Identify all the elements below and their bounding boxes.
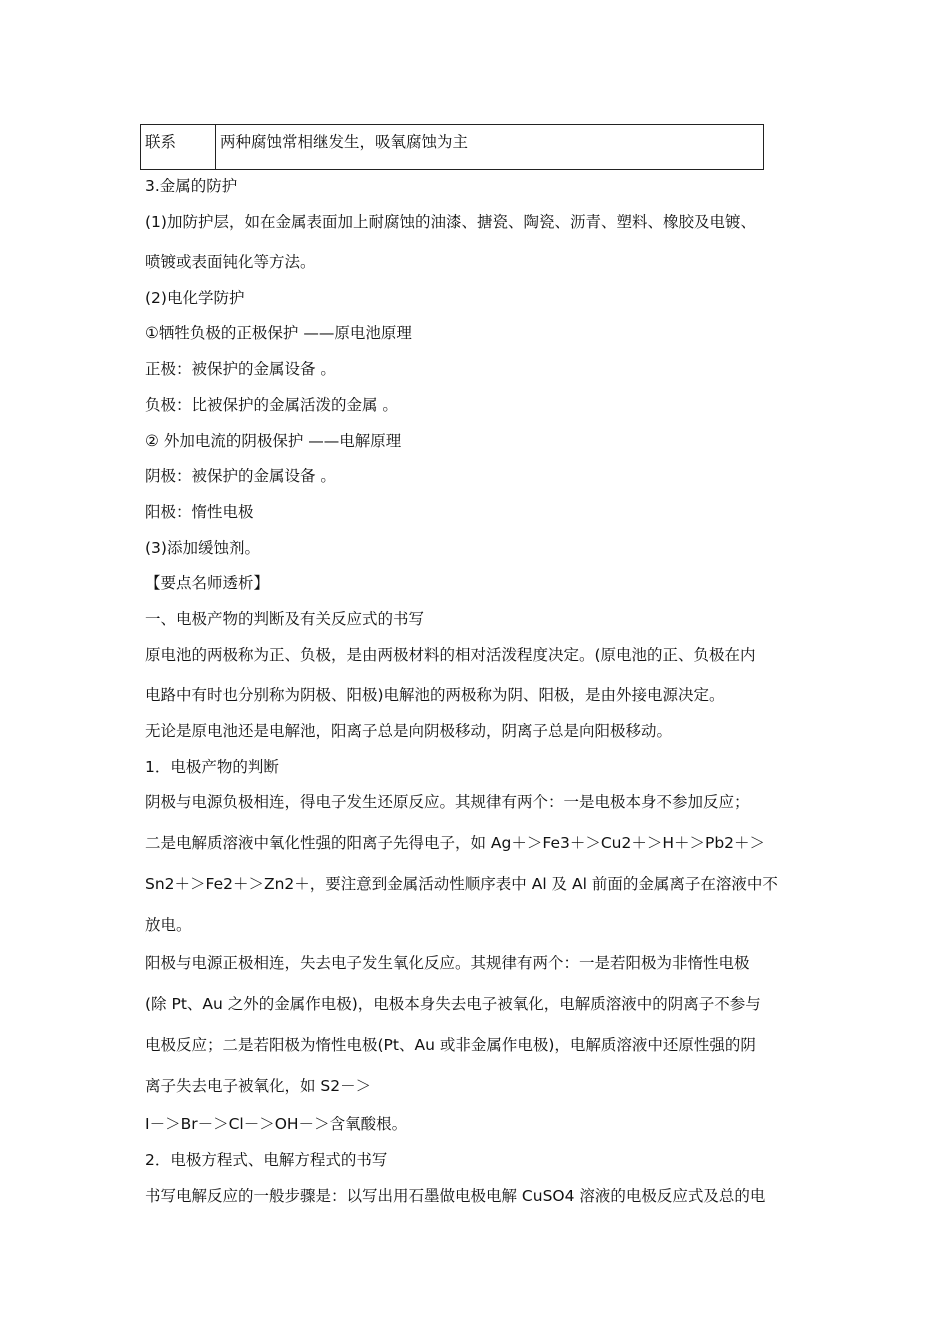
table-label-cell: 联系 <box>141 125 216 170</box>
paragraph-line: 阴极：被保护的金属设备 。 <box>145 467 336 485</box>
subsection-heading: 2．电极方程式、电解方程式的书写 <box>145 1151 388 1169</box>
paragraph-line: Sn2＋＞Fe2＋＞Zn2＋，要注意到金属活动性顺序表中 Al 及 Al 前面的金属离子在溶液中不 <box>145 875 778 893</box>
table-content-cell: 两种腐蚀常相继发生，吸氧腐蚀为主 <box>216 125 764 170</box>
paragraph-line: (除 Pt、Au 之外的金属作电极)，电极本身失去电子被氧化，电解质溶液中的阴离子不参与 <box>145 995 761 1013</box>
paragraph-line: (3)添加缓蚀剂。 <box>145 539 260 557</box>
paragraph-line: 阳极：惰性电极 <box>145 503 254 521</box>
relation-table <box>140 124 764 170</box>
section-heading-metal-protection: 3.金属的防护 <box>145 177 238 195</box>
paragraph-line: 放电。 <box>145 916 192 934</box>
subsection-heading: 1．电极产物的判断 <box>145 758 279 776</box>
paragraph-line: 书写电解反应的一般步骤是：以写出用石墨做电极电解 CuSO4 溶液的电极反应式及总的电 <box>145 1187 766 1205</box>
paragraph-line: 负极：比被保护的金属活泼的金属 。 <box>145 396 398 414</box>
paragraph-line: 离子失去电子被氧化，如 S2－＞ <box>145 1077 372 1095</box>
paragraph-line: 阴极与电源负极相连，得电子发生还原反应。其规律有两个：一是电极本身不参加反应； <box>145 793 750 811</box>
paragraph-line: 电路中有时也分别称为阴极、阳极)电解池的两极称为阴、阳极，是由外接电源决定。 <box>145 686 725 704</box>
paragraph-line: 阳极与电源正极相连，失去电子发生氧化反应。其规律有两个：一是若阳极为非惰性电极 <box>145 954 750 972</box>
paragraph-line: 二是电解质溶液中氧化性强的阳离子先得电子，如 Ag＋＞Fe3＋＞Cu2＋＞H＋＞Pb2＋＞ <box>145 834 766 852</box>
paragraph-line: 无论是原电池还是电解池，阳离子总是向阴极移动，阴离子总是向阳极移动。 <box>145 722 673 740</box>
paragraph-line: 喷镀或表面钝化等方法。 <box>145 253 316 271</box>
paragraph-line: ② 外加电流的阴极保护 ——电解原理 <box>145 432 402 450</box>
paragraph-line: I－＞Br－＞Cl－＞OH－＞含氧酸根。 <box>145 1115 408 1133</box>
paragraph-line: (2)电化学防护 <box>145 289 245 307</box>
section-heading: 一、电极产物的判断及有关反应式的书写 <box>145 610 425 628</box>
section-heading-key-points: 【要点名师透析】 <box>145 574 270 592</box>
paragraph-line: 原电池的两极称为正、负极，是由两极材料的相对活泼程度决定。(原电池的正、负极在内 <box>145 646 756 664</box>
paragraph-line: ①牺牲负极的正极保护 ——原电池原理 <box>145 324 412 342</box>
paragraph-line: (1)加防护层，如在金属表面加上耐腐蚀的油漆、搪瓷、陶瓷、沥青、塑料、橡胶及电镀、 <box>145 213 756 231</box>
paragraph-line: 电极反应；二是若阳极为惰性电极(Pt、Au 或非金属作电极)，电解质溶液中还原性强的阴 <box>145 1036 756 1054</box>
table-row <box>141 125 764 170</box>
paragraph-line: 正极：被保护的金属设备 。 <box>145 360 336 378</box>
